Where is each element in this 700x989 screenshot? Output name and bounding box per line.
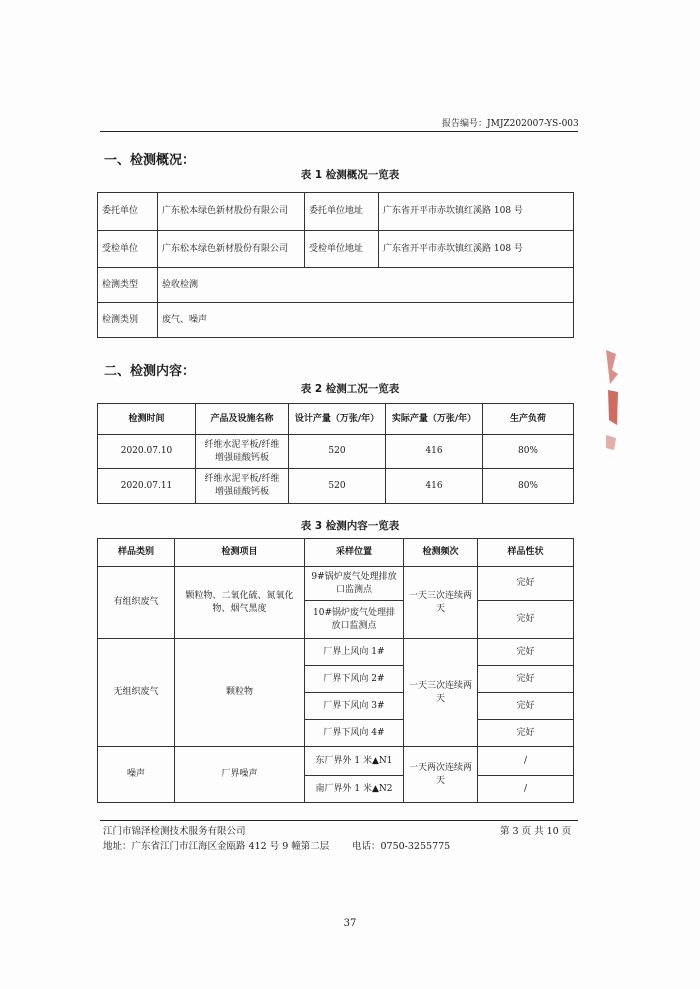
report-number: 报告编号：JMJZ202007-YS-003 (442, 119, 579, 129)
section-1-title: 一、检测概况： (104, 153, 196, 168)
test-content-table (97, 538, 574, 803)
sample-state: / (478, 776, 574, 803)
fugitive-category: 无组织废气 (98, 639, 175, 747)
organized-category: 有组织废气 (98, 567, 175, 639)
sampling-location: 东厂界外 1 米▲N1 (305, 747, 404, 776)
sampling-location: 厂界下风向 4# (305, 720, 404, 747)
row-product: 纤维水泥平板/纤维增强硅酸钙板 (196, 469, 289, 504)
col-header: 检测时间 (98, 404, 196, 435)
col-header: 产品及设施名称 (196, 404, 289, 435)
sample-state: 完好 (478, 639, 574, 666)
seal-stamp-fragment (600, 340, 620, 460)
sample-state: / (478, 747, 574, 776)
label-client: 委托单位 (98, 193, 158, 231)
col-header: 采样位置 (305, 539, 404, 567)
row-actual-output: 416 (386, 435, 483, 469)
footer-address: 地址：广东省江门市江海区金瓯路 412 号 9 幢第二层 (103, 841, 330, 852)
label-test-category: 检测类别 (98, 303, 158, 338)
sample-state: 完好 (478, 666, 574, 693)
col-header: 生产负荷 (483, 404, 574, 435)
footer-phone: 电话：0750-3255775 (352, 841, 451, 852)
footer-page-of: 第 3 页 共 10 页 (500, 826, 572, 837)
sample-state: 完好 (478, 567, 574, 601)
table-row (98, 435, 574, 469)
page-number: 37 (343, 918, 357, 929)
operating-conditions-table (97, 403, 574, 504)
row-design-output: 520 (289, 469, 386, 504)
overview-table (97, 192, 574, 338)
label-inspected-address: 受检单位地址 (305, 231, 379, 268)
row-design-output: 520 (289, 435, 386, 469)
row-load: 80% (483, 435, 574, 469)
table-3-caption: 表 3 检测内容一览表 (300, 520, 400, 532)
label-inspected: 受检单位 (98, 231, 158, 268)
sampling-location: 厂界下风向 2# (305, 666, 404, 693)
organized-frequency: 一天三次连续两天 (404, 567, 478, 639)
row-load: 80% (483, 469, 574, 504)
noise-category: 噪声 (98, 747, 175, 803)
footer-company: 江门市锦泽检测技术服务有限公司 (103, 826, 246, 837)
section-2-title: 二、检测内容： (104, 364, 196, 379)
table-1-caption: 表 1 检测概况一览表 (300, 169, 400, 181)
organized-items: 颗粒物、二氧化硫、氮氧化物、烟气黑度 (175, 567, 305, 639)
sampling-location: 南厂界外 1 米▲N2 (305, 776, 404, 803)
test-type: 验收检测 (158, 268, 574, 303)
sample-state: 完好 (478, 693, 574, 720)
col-header: 检测项目 (175, 539, 305, 567)
client-name: 广东松本绿色新材股份有限公司 (158, 193, 305, 231)
row-date: 2020.07.10 (98, 435, 196, 469)
sampling-location: 10#锅炉废气处理排放口监测点 (305, 601, 404, 639)
footer-rule (100, 820, 578, 821)
noise-frequency: 一天两次连续两天 (404, 747, 478, 803)
label-client-address: 委托单位地址 (305, 193, 379, 231)
col-header: 实际产量（万张/年） (386, 404, 483, 435)
sampling-location: 厂界下风向 3# (305, 693, 404, 720)
table-row (98, 469, 574, 504)
fugitive-frequency: 一天三次连续两天 (404, 639, 478, 747)
inspected-address: 广东省开平市赤坎镇红溪路 108 号 (379, 231, 574, 268)
sampling-location: 厂界上风向 1# (305, 639, 404, 666)
col-header: 设计产量（万张/年） (289, 404, 386, 435)
label-test-type: 检测类型 (98, 268, 158, 303)
client-address: 广东省开平市赤坎镇红溪路 108 号 (379, 193, 574, 231)
row-product: 纤维水泥平板/纤维增强硅酸钙板 (196, 435, 289, 469)
sampling-location: 9#锅炉废气处理排放口监测点 (305, 567, 404, 601)
sample-state: 完好 (478, 720, 574, 747)
row-actual-output: 416 (386, 469, 483, 504)
header-rule (100, 131, 578, 132)
col-header: 样品类别 (98, 539, 175, 567)
row-date: 2020.07.11 (98, 469, 196, 504)
col-header: 检测频次 (404, 539, 478, 567)
noise-items: 厂界噪声 (175, 747, 305, 803)
sample-state: 完好 (478, 601, 574, 639)
inspected-name: 广东松本绿色新材股份有限公司 (158, 231, 305, 268)
table-2-caption: 表 2 检测工况一览表 (300, 383, 400, 395)
col-header: 样品性状 (478, 539, 574, 567)
test-category: 废气、噪声 (158, 303, 574, 338)
fugitive-items: 颗粒物 (175, 639, 305, 747)
